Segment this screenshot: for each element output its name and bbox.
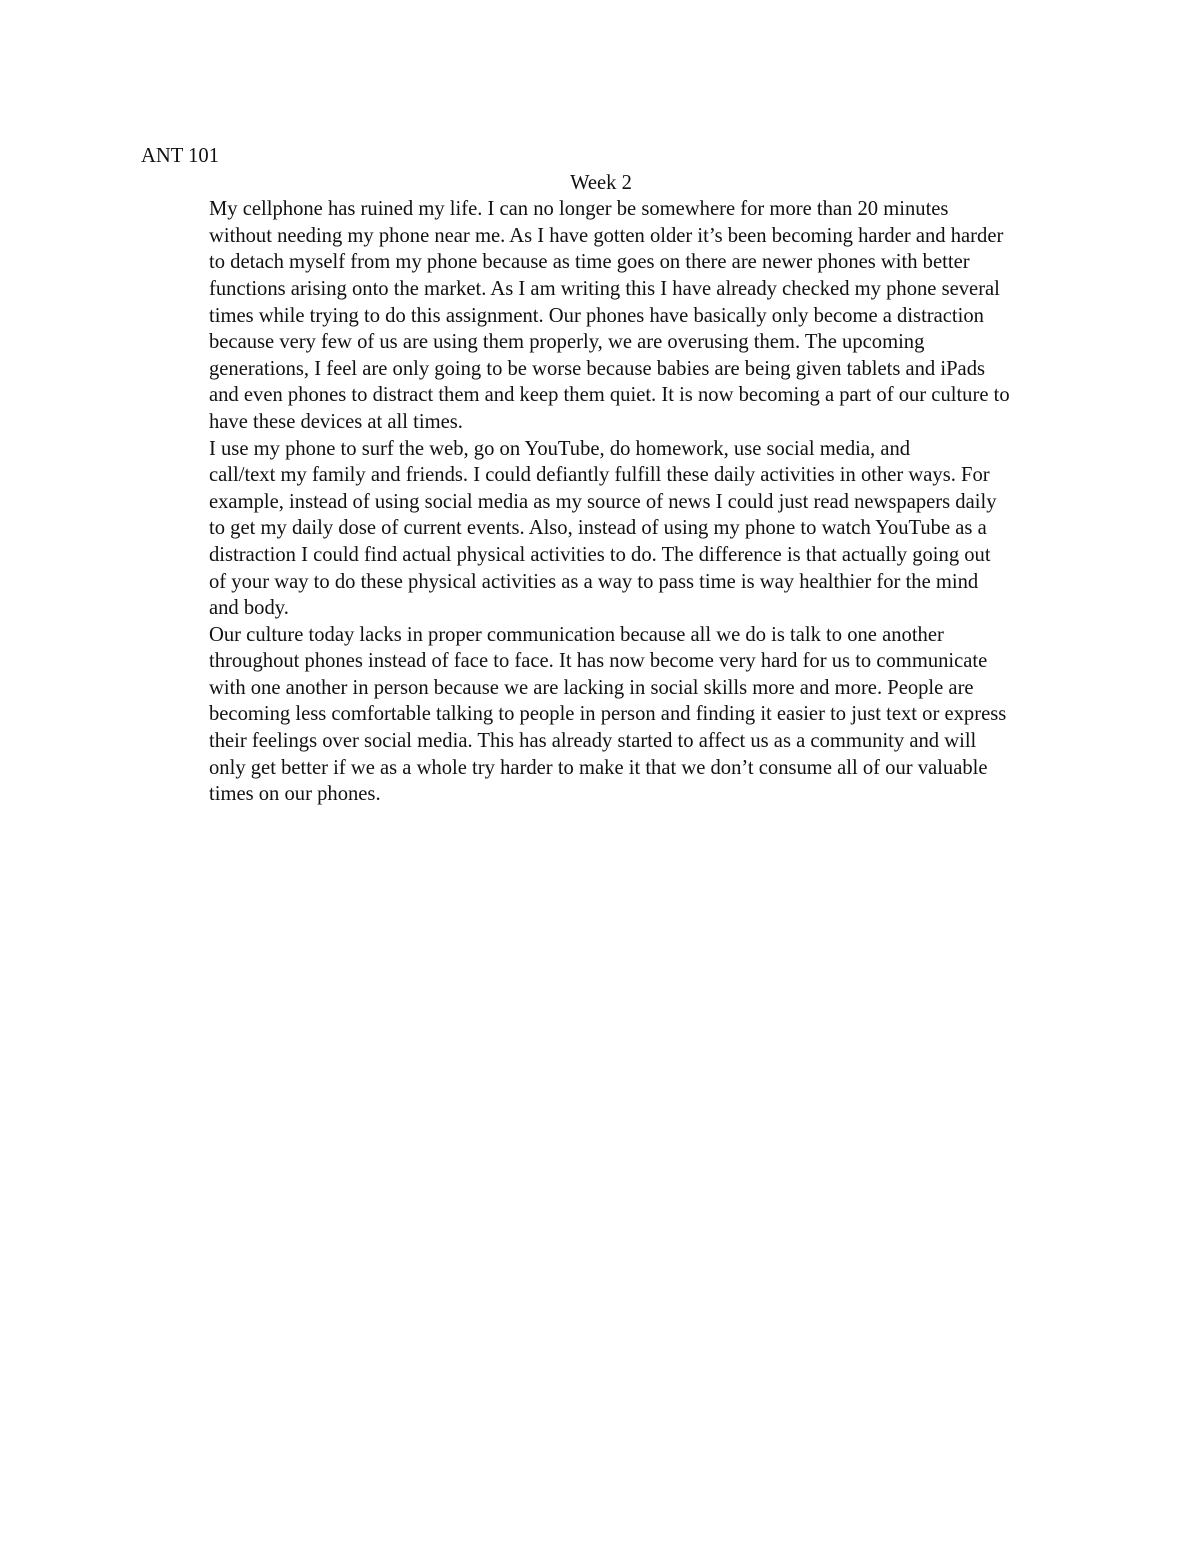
paragraph-line: and even phones to distract them and keep them quiet. It is now becoming a part of our culture to [209,384,1010,407]
paragraph-line: only get better if we as a whole try harder to make it that we don’t consume all of our valuable [209,756,988,779]
paragraph-line: throughout phones instead of face to face. It has now become very hard for us to communicate [209,650,988,673]
paragraph-line: My cellphone has ruined my life. I can no longer be somewhere for more than 20 minutes [209,198,949,221]
document-body [141,143,1061,808]
paragraph-line: I use my phone to surf the web, go on YouTube, do homework, use social media, and [209,437,911,460]
paragraph-line: times on our phones. [209,783,381,806]
paragraph-2 [141,436,1061,622]
paragraph-line: distraction I could find actual physical activities to do. The difference is that actually going out [209,543,991,566]
paragraph-line: have these devices at all times. [209,410,463,433]
week-heading: Week 2 [570,171,632,194]
paragraph-1 [141,196,1061,435]
paragraph-line: their feelings over social media. This has already started to affect us as a community and will [209,730,977,753]
paragraph-line: times while trying to do this assignment. Our phones have basically only become a distraction [209,304,984,327]
paragraph-line: becoming less comfortable talking to people in person and finding it easier to just text or express [209,703,1007,726]
paragraph-line: example, instead of using social media as my source of news I could just read newspapers daily [209,490,997,513]
paragraph-line: call/text my family and friends. I could defiantly fulfill these daily activities in other ways. For [209,464,990,487]
paragraph-3 [141,622,1061,808]
paragraph-line: to get my daily dose of current events. Also, instead of using my phone to watch YouTube as a [209,517,987,540]
paragraph-line: functions arising onto the market. As I am writing this I have already checked my phone several [209,277,1000,300]
paragraph-line: of your way to do these physical activities as a way to pass time is way healthier for the mind [209,570,979,593]
paragraph-line: and body. [209,597,289,620]
paragraph-line: Our culture today lacks in proper communication because all we do is talk to one another [209,623,944,646]
paragraph-line: with one another in person because we are lacking in social skills more and more. People are [209,676,974,699]
paragraph-line: generations, I feel are only going to be worse because babies are being given tablets and iPads [209,357,986,380]
paragraph-line: because very few of us are using them properly, we are overusing them. The upcoming [209,331,925,354]
course-code: ANT 101 [141,145,219,167]
paragraph-line: to detach myself from my phone because as time goes on there are newer phones with better [209,251,970,274]
paragraph-line: without needing my phone near me. As I have gotten older it’s been becoming harder and harder [209,224,1004,247]
